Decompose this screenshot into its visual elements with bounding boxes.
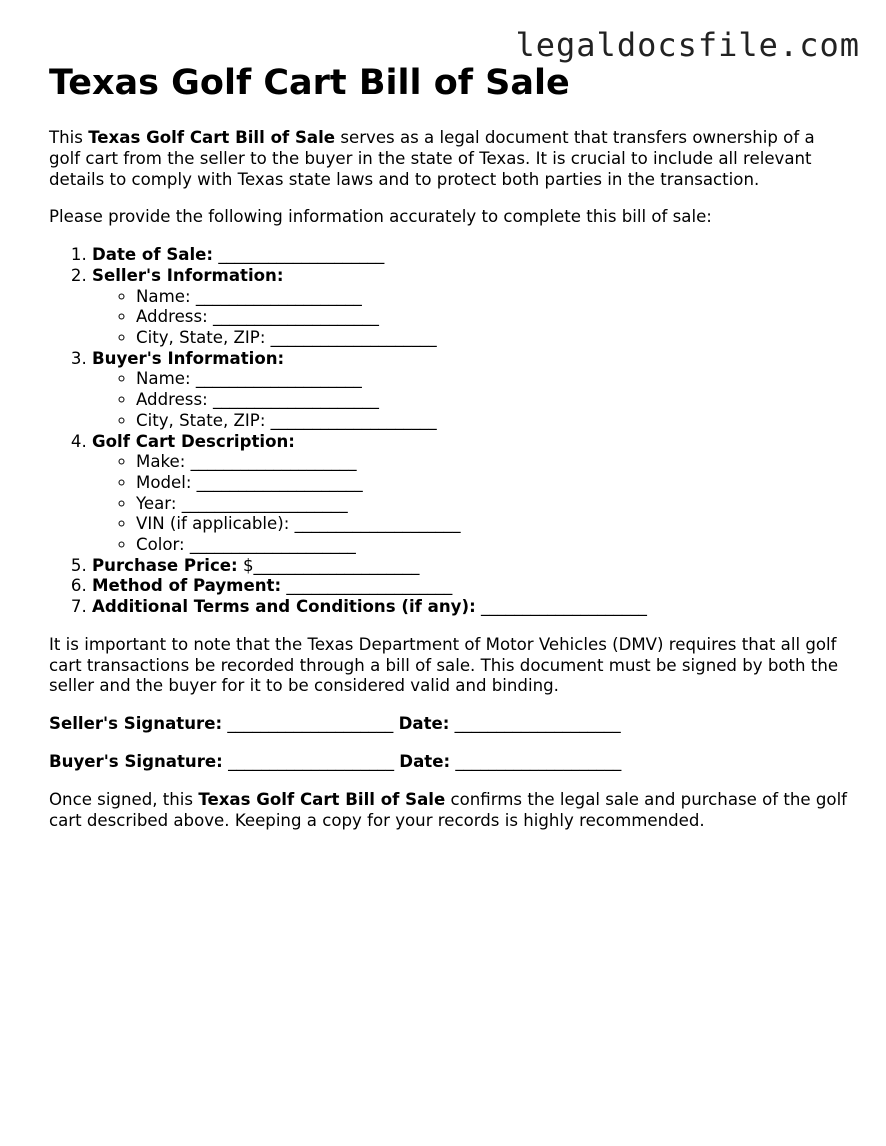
closing-text-start: Once signed, this [49,789,199,809]
list-item-method-of-payment [92,576,849,597]
seller-signature-label: Seller's Signature: [49,714,223,734]
closing-paragraph [49,790,849,832]
intro-text-start: This [49,128,89,147]
list-item-purchase-price [92,556,849,577]
sub-item-seller-city-state-zip: ◦ City, State, ZIP: ____________________ [136,328,849,349]
field-blank: ____________________ [213,245,385,265]
buyer-signature-label: Buyer's Signature: [49,752,223,772]
seller-date-blank: ____________________ [449,714,621,734]
seller-signature-line [49,714,849,735]
buyer-signature-blank: ____________________ [222,752,400,772]
sub-item-year: ◦ Year: ____________________ [136,494,849,515]
buyer-date-blank: ____________________ [450,752,622,772]
field-label: Purchase Price: [92,555,238,575]
field-blank: ____________________ [281,576,453,596]
seller-subfields [92,287,849,349]
dmv-notice-paragraph: It is important to note that the Texas Department of Motor Vehicles (DMV) requires that all golf cart transactions be recorded through a bill of sale. This document must be signed by both the seller and the buyer for it to be considered valid and binding. [49,634,839,696]
closing-text-end: confirms the legal sale and purchase of the golf cart described above. Keeping a copy for your records is highly recommended. [49,789,848,830]
page-title: Texas Golf Cart Bill of Sale [49,63,570,103]
field-label: Buyer's Information: [92,348,285,368]
sub-item-vin: ◦ VIN (if applicable): ____________________ [136,514,849,535]
sub-item-seller-name: ◦ Name: ____________________ [136,287,849,308]
field-label: Date of Sale: [92,245,214,265]
field-blank: $____________________ [237,555,420,575]
sub-item-buyer-name: ◦ Name: ____________________ [136,369,849,390]
list-item-seller-information [92,266,849,349]
sub-item-buyer-address: ◦ Address: ____________________ [136,390,849,411]
sub-item-color: ◦ Color: ____________________ [136,535,849,556]
list-item-date-of-sale [92,245,849,266]
buyer-date-label: Date: [399,752,451,772]
buyer-subfields [92,369,849,431]
buyer-signature-line [49,752,849,773]
field-label: Method of Payment: [92,576,282,596]
list-item-buyer-information [92,349,849,432]
list-item-golf-cart-description [92,432,849,556]
closing-bold-title: Texas Golf Cart Bill of Sale [198,789,446,809]
sub-item-seller-address: ◦ Address: ____________________ [136,307,849,328]
field-label: Additional Terms and Conditions (if any): [92,597,476,617]
intro-paragraph [49,128,849,190]
sub-item-buyer-city-state-zip: ◦ City, State, ZIP: ____________________ [136,411,849,432]
intro-text-end: serves as a legal document that transfers ownership of a golf cart from the seller to the buyer in the state of Texas. It is crucial to include all relevant details to comply with Texas state laws and to protect both parties in the transaction. [49,128,815,189]
seller-date-label: Date: [398,714,450,734]
sub-item-model: ◦ Model: ____________________ [136,473,849,494]
list-item-additional-terms [92,597,849,618]
document-page [49,60,849,831]
instruction-paragraph: Please provide the following information accurately to complete this bill of sale: [49,207,712,227]
field-label: Seller's Information: [92,265,284,285]
intro-bold-title: Texas Golf Cart Bill of Sale [88,128,336,147]
sub-item-make: ◦ Make: ____________________ [136,452,849,473]
form-field-list [49,245,849,618]
watermark: legaldocsfile.com [515,26,860,64]
seller-signature-blank: ____________________ [222,714,399,734]
field-label: Golf Cart Description: [92,431,295,451]
field-blank: ____________________ [475,597,647,617]
golf-cart-subfields [92,452,849,556]
